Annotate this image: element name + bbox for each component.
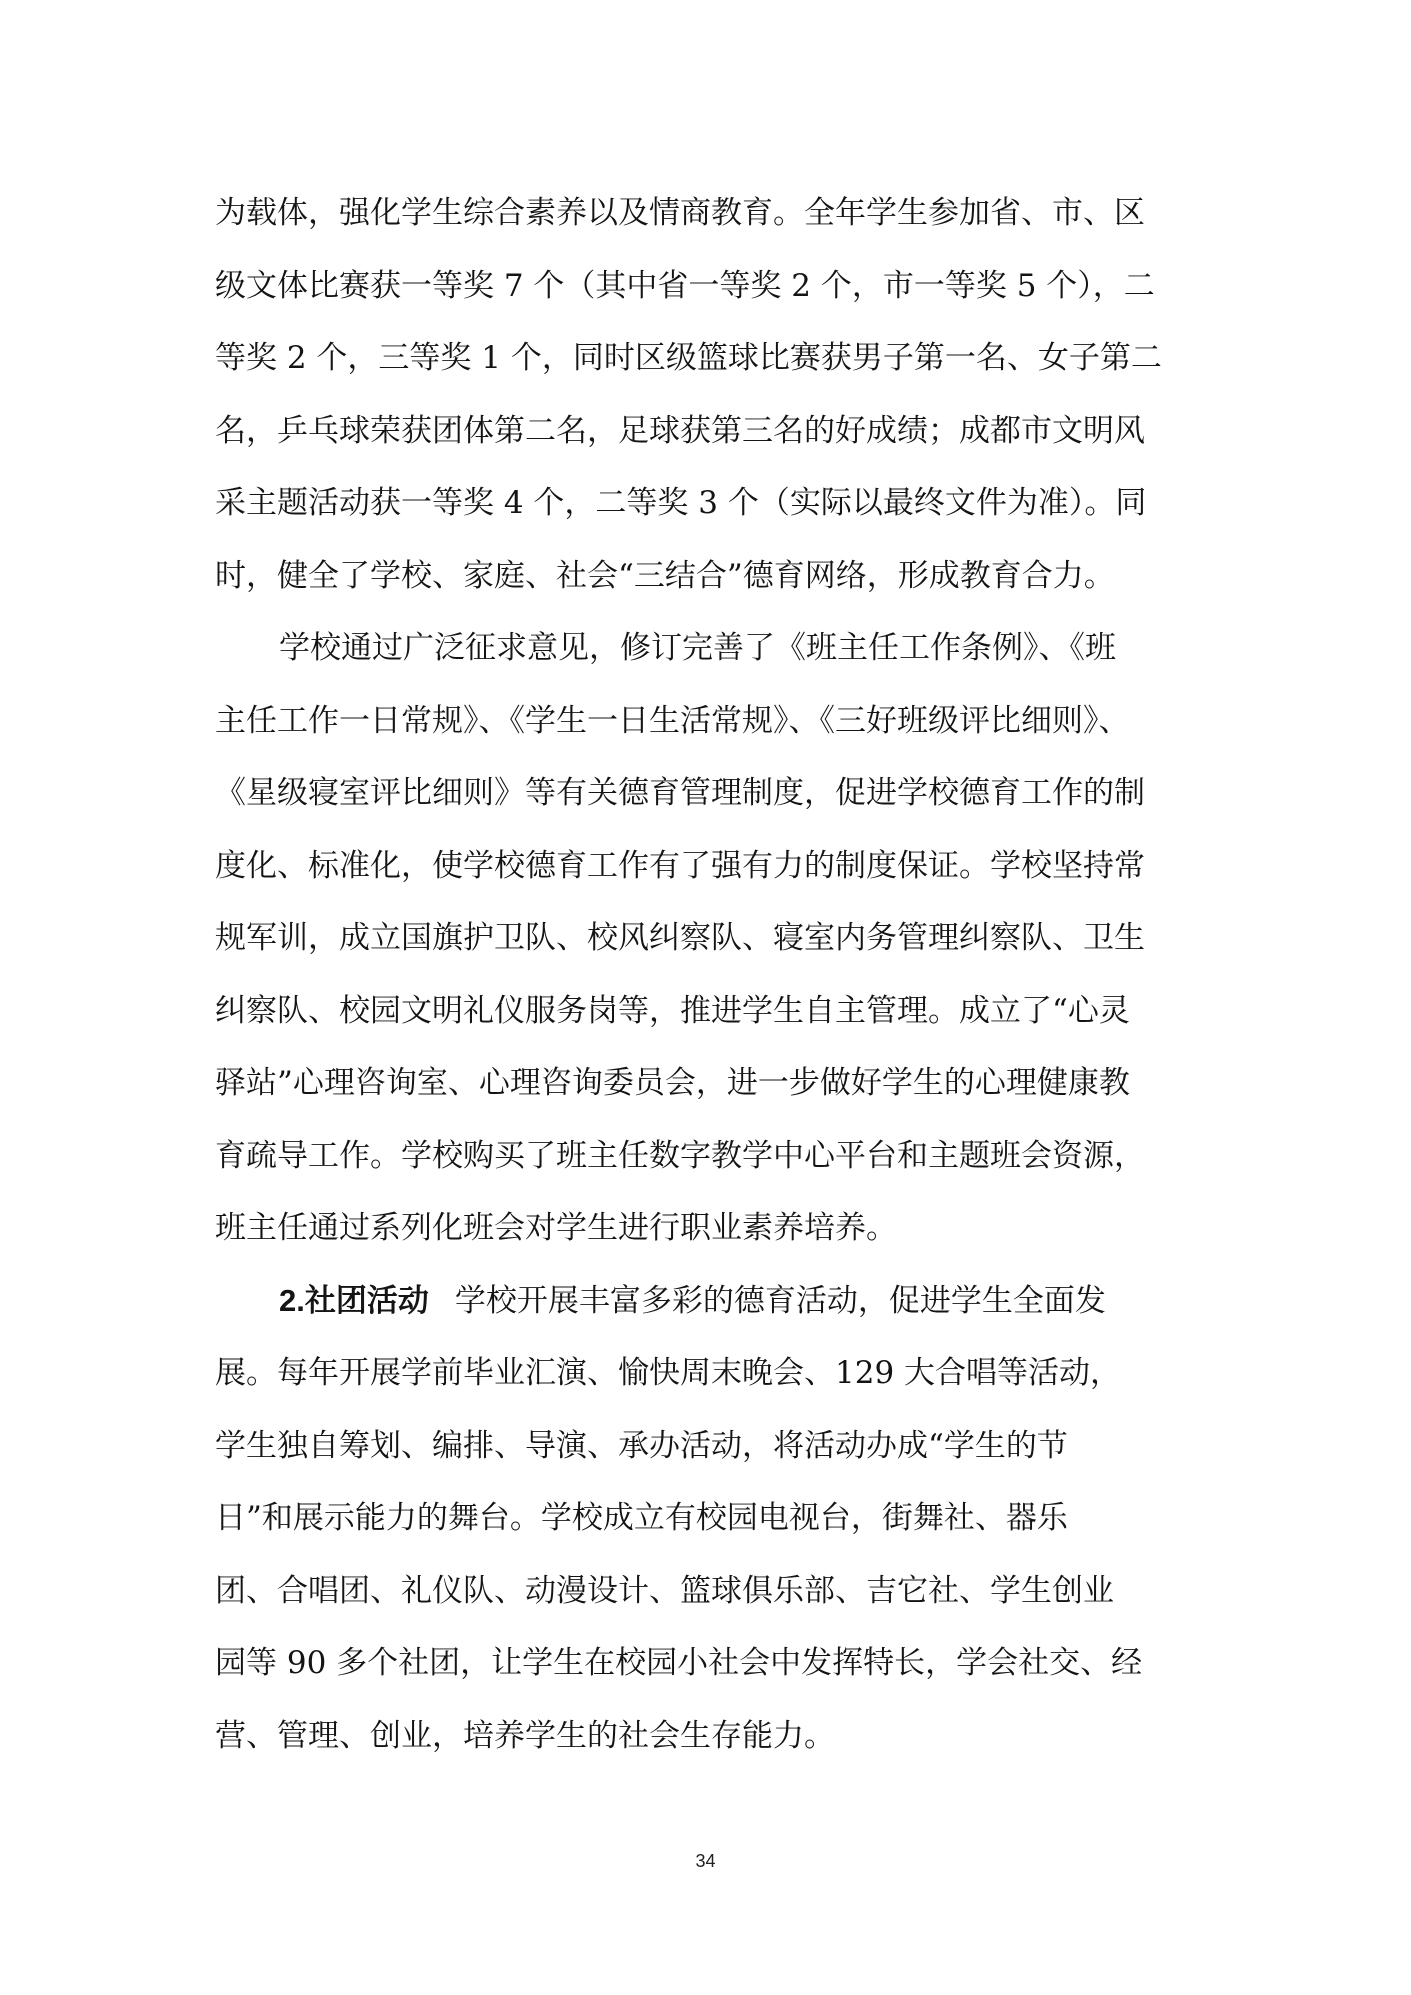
- text-line: 纠察队、校园文明礼仪服务岗等，推进学生自主管理。成立了“心灵: [215, 992, 1130, 1029]
- text-line: 采主题活动获一等奖 4 个，二等奖 3 个（实际以最终文件为准）。同: [215, 485, 1147, 521]
- text-line: 团、合唱团、礼仪队、动漫设计、篮球俱乐部、吉它社、学生创业: [215, 1572, 1114, 1609]
- text-line: 展。每年开展学前毕业汇演、愉快周末晚会、129 大合唱等活动，: [215, 1355, 1122, 1391]
- document-body: [215, 177, 1215, 1772]
- section-heading-line: [215, 1265, 1215, 1338]
- section-first-line: 学校开展丰富多彩的德育活动，促进学生全面发: [454, 1282, 1106, 1319]
- text-line: 学生独自筹划、编排、导演、承办活动，将活动办成“学生的节: [215, 1427, 1068, 1464]
- text-line: 级文体比赛获一等奖 7 个（其中省一等奖 2 个，市一等奖 5 个），二: [215, 267, 1155, 304]
- text-line: 营、管理、创业，培养学生的社会生存能力。: [215, 1717, 835, 1754]
- text-line: 名，乒乓球荣获团体第二名，足球获第三名的好成绩；成都市文明风: [215, 412, 1145, 449]
- section-heading: 2.社团活动: [279, 1282, 429, 1318]
- text-line: 园等 90 多个社团，让学生在校园小社会中发挥特长，学会社交、经: [215, 1645, 1143, 1681]
- text-line: 驿站”心理咨询室、心理咨询委员会，进一步做好学生的心理健康教: [215, 1065, 1130, 1101]
- text-line: 班主任通过系列化班会对学生进行职业素养培养。: [215, 1210, 897, 1246]
- page-number: 34: [695, 1851, 716, 1871]
- text-line: 《星级寝室评比细则》等有关德育管理制度，促进学校德育工作的制: [215, 775, 1145, 811]
- text-line: 为载体，强化学生综合素养以及情商教育。全年学生参加省、市、区: [215, 195, 1145, 231]
- text-line: 等奖 2 个，三等奖 1 个，同时区级篮球比赛获男子第一名、女子第二: [215, 340, 1162, 376]
- text-line: 规军训，成立国旗护卫队、校风纠察队、寝室内务管理纠察队、卫生: [215, 920, 1145, 956]
- text-line: 度化、标准化，使学校德育工作有了强有力的制度保证。学校坚持常: [215, 847, 1145, 884]
- text-line: 育疏导工作。学校购买了班主任数字教学中心平台和主题班会资源，: [215, 1137, 1145, 1174]
- text-line: 时，健全了学校、家庭、社会“三结合”德育网络，形成教育合力。: [215, 557, 1115, 594]
- paragraph-first-line: 学校通过广泛征求意见，修订完善了《班主任工作条例》、《班: [279, 630, 1116, 666]
- text-line: 主任工作一日常规》、《学生一日生活常规》、《三好班级评比细则》、: [215, 702, 1130, 739]
- text-line: 日”和展示能力的舞台。学校成立有校园电视台，街舞社、器乐: [215, 1500, 1068, 1536]
